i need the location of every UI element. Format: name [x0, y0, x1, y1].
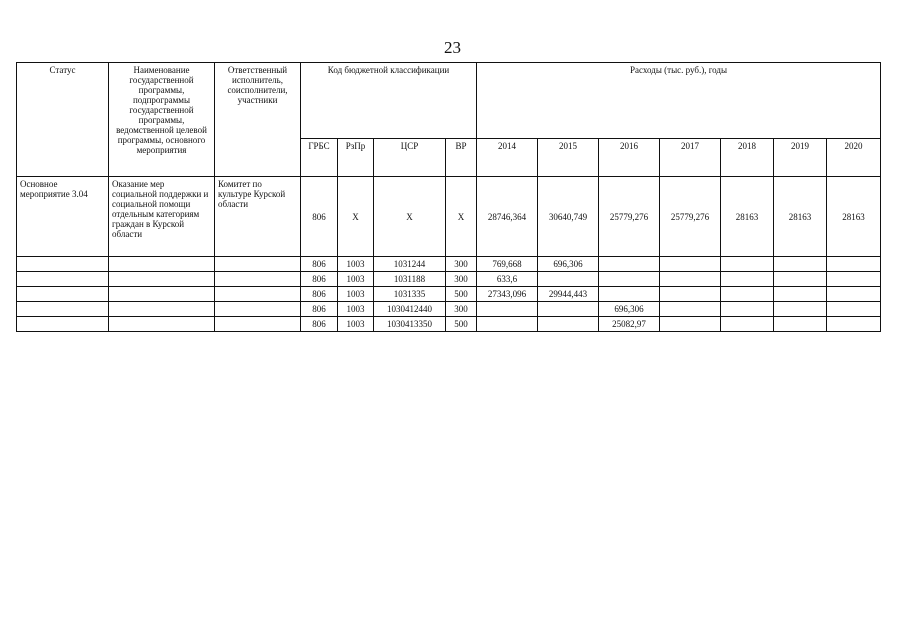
cell-executor: Комитет по культуре Курской области: [215, 177, 301, 257]
cell-2018: [721, 272, 774, 287]
cell-vr: 300: [446, 302, 477, 317]
cell-csr: 1030412440: [374, 302, 446, 317]
cell-rzpr: 1003: [338, 272, 374, 287]
header-grbs: ГРБС: [301, 139, 338, 177]
cell-status: Основное мероприятие 3.04: [17, 177, 109, 257]
cell-2016: 25779,276: [599, 177, 660, 257]
header-budget-code: Код бюджетной классификации: [301, 63, 477, 139]
cell-csr: 1030413350: [374, 317, 446, 332]
header-year-2019: 2019: [774, 139, 827, 177]
table-row: [17, 177, 881, 257]
cell-2019: [774, 272, 827, 287]
cell-csr: 1031188: [374, 272, 446, 287]
table-row: [17, 302, 881, 317]
cell-csr: 1031244: [374, 257, 446, 272]
cell-2018: [721, 317, 774, 332]
cell-csr: 1031335: [374, 287, 446, 302]
cell-2020: [827, 272, 881, 287]
cell-grbs: 806: [301, 257, 338, 272]
header-year-2018: 2018: [721, 139, 774, 177]
header-year-2015: 2015: [538, 139, 599, 177]
header-csr: ЦСР: [374, 139, 446, 177]
cell-rzpr: 1003: [338, 317, 374, 332]
cell-status: [17, 257, 109, 272]
cell-rzpr: 1003: [338, 302, 374, 317]
cell-2019: [774, 257, 827, 272]
cell-grbs: 806: [301, 272, 338, 287]
cell-program-name: [109, 302, 215, 317]
header-vr: ВР: [446, 139, 477, 177]
cell-2014: 769,668: [477, 257, 538, 272]
cell-grbs: 806: [301, 177, 338, 257]
cell-2016: [599, 257, 660, 272]
table-row: [17, 317, 881, 332]
table-row: [17, 272, 881, 287]
header-program-name: Наименование государственной программы, подпрограммы государственной программы, ведомственной целевой программы, основного мероприятия: [109, 63, 215, 177]
cell-2014: 28746,364: [477, 177, 538, 257]
cell-executor: [215, 302, 301, 317]
cell-vr: 300: [446, 272, 477, 287]
cell-rzpr: 1003: [338, 257, 374, 272]
cell-vr: 500: [446, 317, 477, 332]
cell-executor: [215, 287, 301, 302]
cell-2017: 25779,276: [660, 177, 721, 257]
cell-grbs: 806: [301, 287, 338, 302]
cell-2017: [660, 302, 721, 317]
cell-executor: [215, 257, 301, 272]
cell-2016: 696,306: [599, 302, 660, 317]
budget-table: [16, 62, 881, 332]
cell-2014: 27343,096: [477, 287, 538, 302]
cell-2014: [477, 302, 538, 317]
cell-program-name: [109, 272, 215, 287]
cell-2015: 696,306: [538, 257, 599, 272]
cell-2014: [477, 317, 538, 332]
cell-2020: 28163: [827, 177, 881, 257]
cell-2020: [827, 317, 881, 332]
cell-2020: [827, 302, 881, 317]
cell-program-name: Оказание мер социальной поддержки и социальной помощи отдельным категориям граждан в Курской области: [109, 177, 215, 257]
cell-2016: [599, 272, 660, 287]
cell-2015: [538, 302, 599, 317]
cell-2020: [827, 287, 881, 302]
cell-rzpr: 1003: [338, 287, 374, 302]
cell-2015: 29944,443: [538, 287, 599, 302]
cell-status: [17, 317, 109, 332]
cell-status: [17, 272, 109, 287]
cell-2018: [721, 257, 774, 272]
cell-2015: [538, 272, 599, 287]
cell-2015: [538, 317, 599, 332]
cell-status: [17, 287, 109, 302]
cell-2019: 28163: [774, 177, 827, 257]
header-year-2016: 2016: [599, 139, 660, 177]
cell-vr: Х: [446, 177, 477, 257]
header-rzpr: РзПр: [338, 139, 374, 177]
table-row: [17, 287, 881, 302]
cell-executor: [215, 272, 301, 287]
page-number: 23: [444, 38, 461, 57]
cell-2014: 633,6: [477, 272, 538, 287]
cell-program-name: [109, 257, 215, 272]
table-row: [17, 257, 881, 272]
header-row: [17, 63, 881, 139]
header-status: Статус: [17, 63, 109, 177]
cell-2018: 28163: [721, 177, 774, 257]
header-year-2020: 2020: [827, 139, 881, 177]
cell-2017: [660, 272, 721, 287]
cell-grbs: 806: [301, 302, 338, 317]
cell-2017: [660, 257, 721, 272]
cell-2019: [774, 302, 827, 317]
cell-2016: [599, 287, 660, 302]
cell-vr: 300: [446, 257, 477, 272]
cell-program-name: [109, 287, 215, 302]
cell-executor: [215, 317, 301, 332]
header-expenses: Расходы (тыс. руб.), годы: [477, 63, 881, 139]
cell-grbs: 806: [301, 317, 338, 332]
cell-rzpr: Х: [338, 177, 374, 257]
cell-2019: [774, 287, 827, 302]
header-year-2017: 2017: [660, 139, 721, 177]
cell-2018: [721, 287, 774, 302]
cell-2017: [660, 287, 721, 302]
cell-2016: 25082,97: [599, 317, 660, 332]
cell-2017: [660, 317, 721, 332]
header-executor: Ответственный исполнитель, соисполнители, участники: [215, 63, 301, 177]
cell-status: [17, 302, 109, 317]
cell-2018: [721, 302, 774, 317]
cell-csr: Х: [374, 177, 446, 257]
header-year-2014: 2014: [477, 139, 538, 177]
cell-2020: [827, 257, 881, 272]
cell-program-name: [109, 317, 215, 332]
cell-2019: [774, 317, 827, 332]
cell-2015: 30640,749: [538, 177, 599, 257]
cell-vr: 500: [446, 287, 477, 302]
